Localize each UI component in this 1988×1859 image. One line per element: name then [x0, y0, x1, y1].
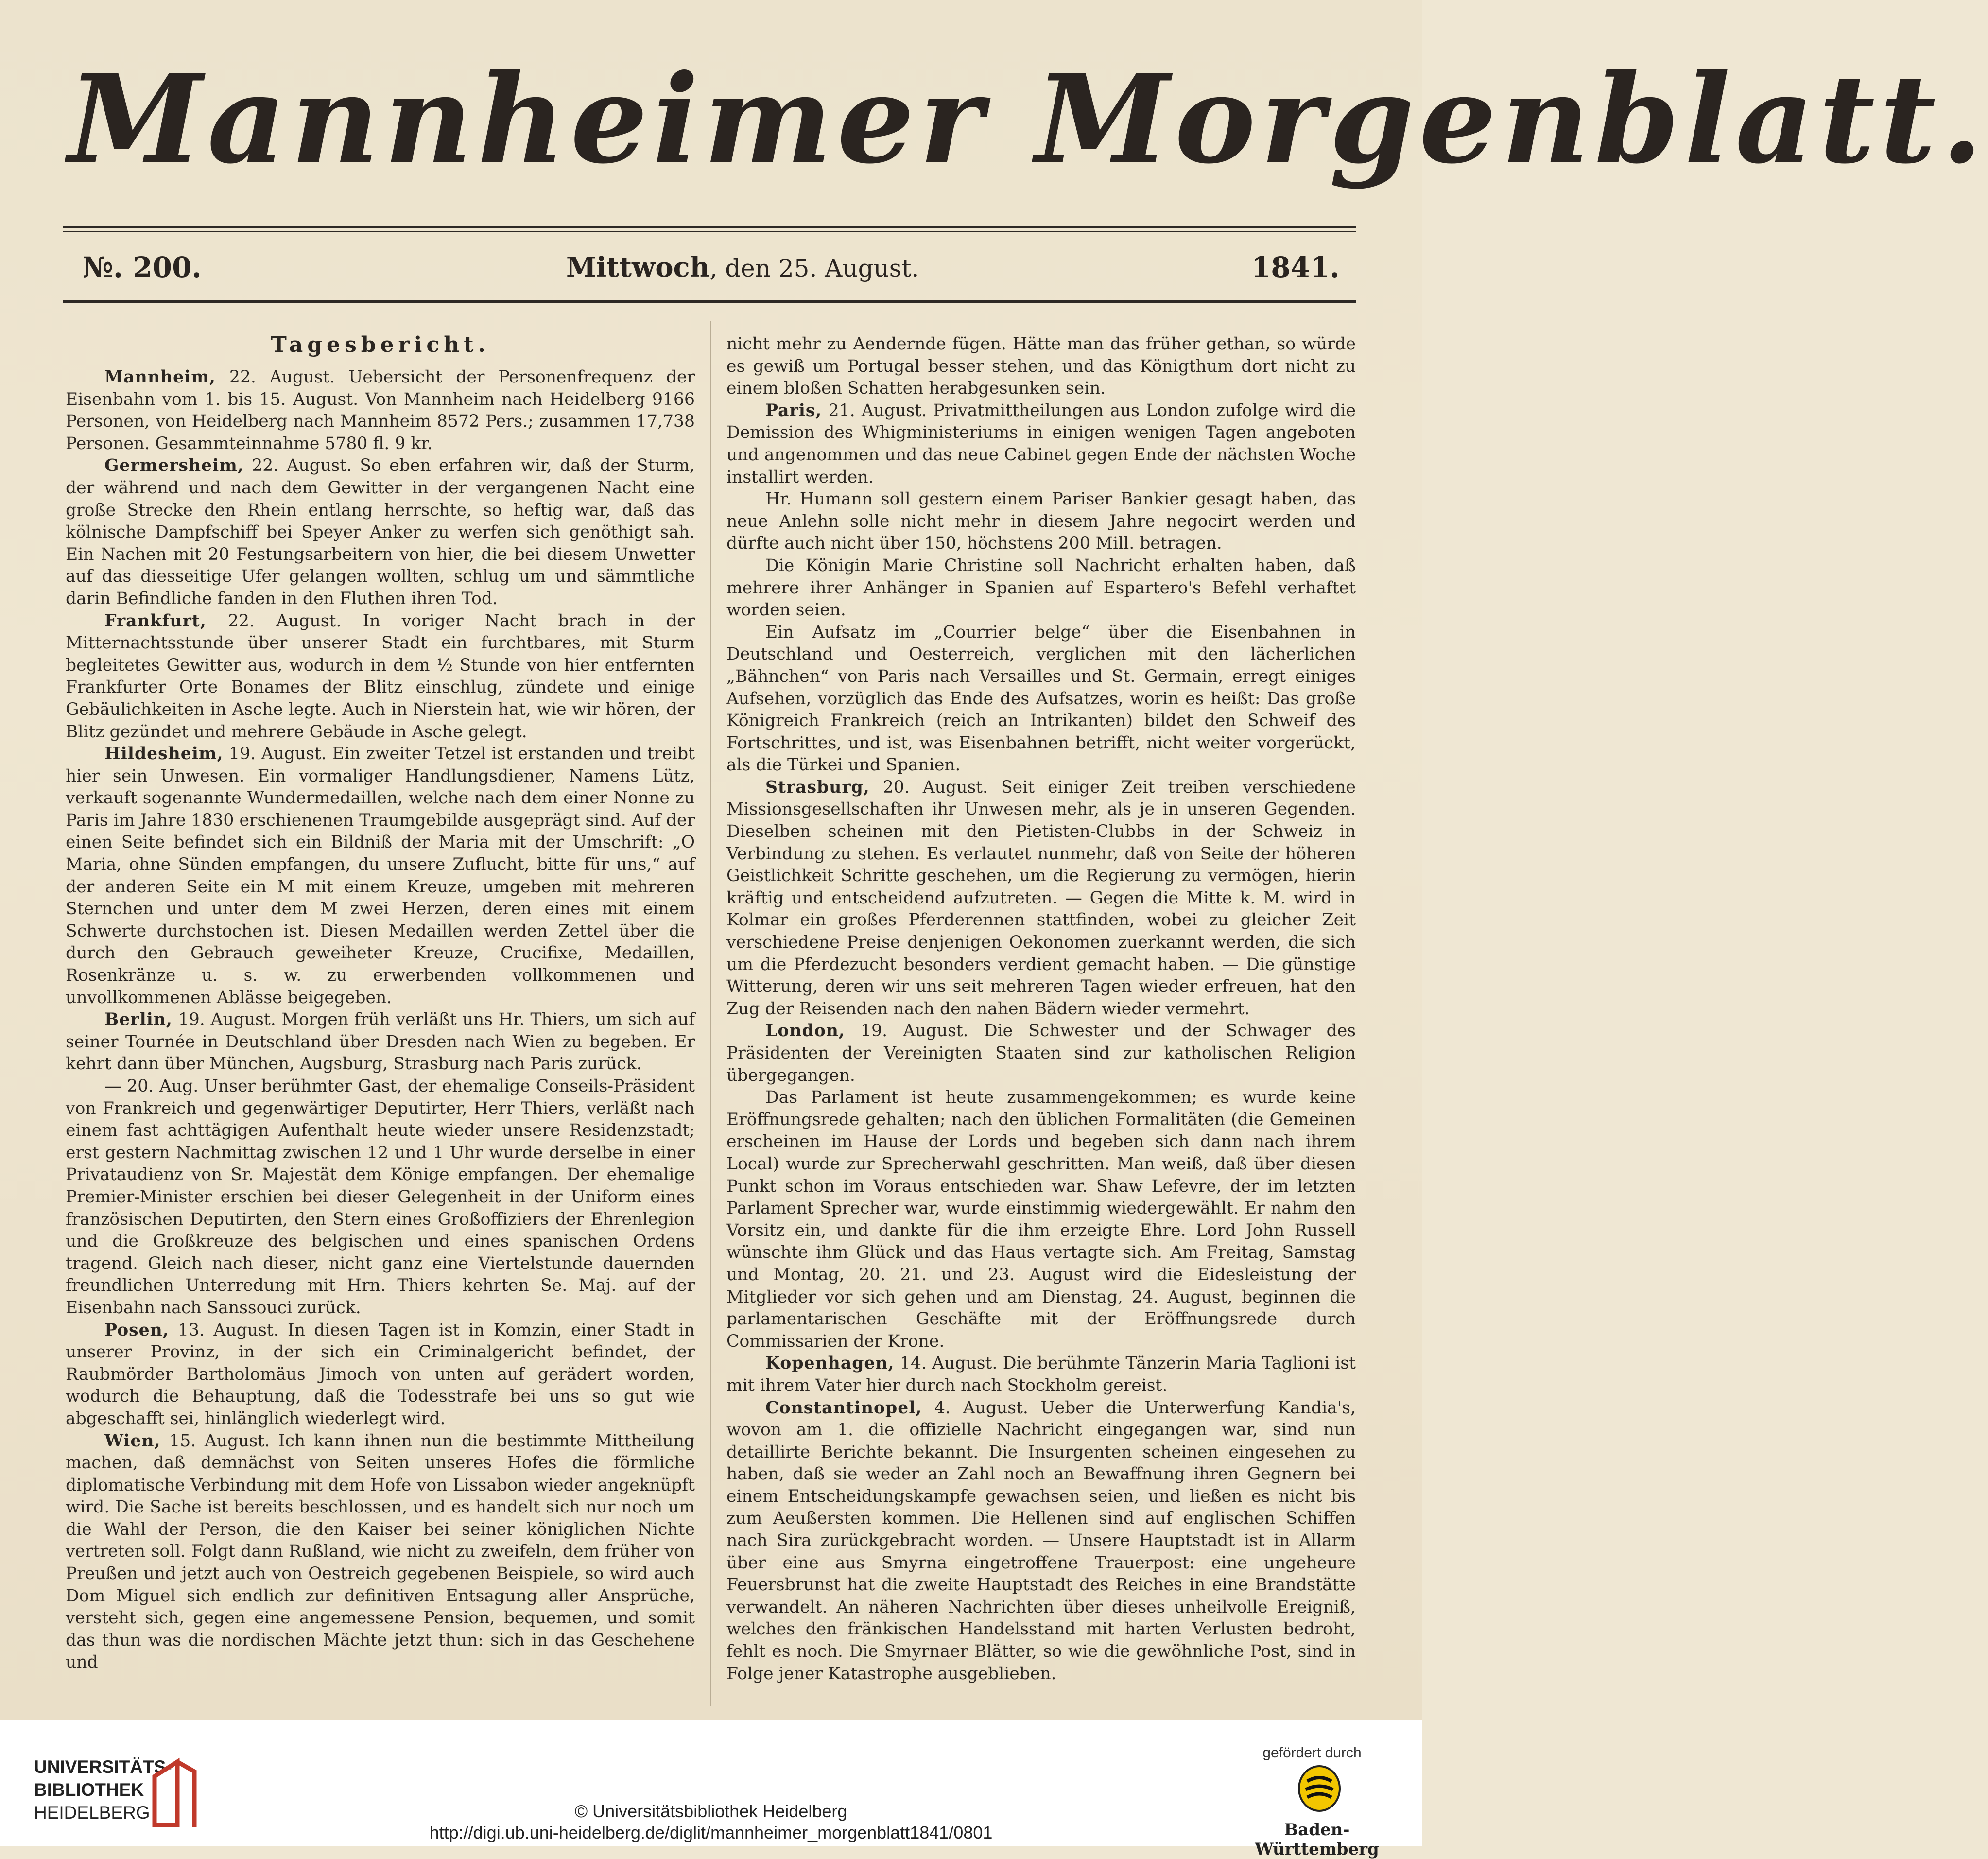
column-right [726, 333, 1356, 1685]
article-text: 19. August. Die Schwester und der Schwager des Präsidenten der Vereinigten Staaten sind zur katholischen Religion übergegangen. [726, 1021, 1356, 1085]
article-paragraph [66, 1430, 695, 1674]
article-dateline: Constantinopel, [765, 1398, 922, 1418]
dateline-rule [63, 300, 1356, 303]
article-paragraph [66, 1076, 695, 1320]
article-paragraph [726, 1397, 1356, 1685]
article-paragraph [726, 488, 1356, 555]
article-text: 13. August. In diesen Tagen ist in Komzin, einer Stadt in unserer Provinz, in der sich ein Criminalgericht befindet, der Raubmörder Bartholomäus Jimoch von unten auf gerädert worden, wodurch die Behauptung, daß die Todesstrafe bei uns so gut wie abgeschafft sei, hinlänglich wiederlegt wird. [66, 1320, 695, 1428]
article-text: 4. August. Ueber die Unterwerfung Kandia's, wovon am 1. die offizielle Nachricht eingegangen war, sind nun detaillirte Berichte bekannt. Die Insurgenten scheinen eingesehen zu haben, daß sie weder an Zahl noch an Bewaffnung ihren Gegnern bei einem Entscheidungskampfe gewachsen seien, und ließen es nicht bis zum Aeußersten kommen. Die Hellenen sind auf englischen Schiffen nach Sira zurückgebracht worden. — Unsere Hauptstadt ist in Allarm über eine aus Smyrna eingetroffene Trauerpost: eine ungeheure Feuersbrunst hat die zweite Hauptstadt des Reiches in eine Brandstätte verwandelt. An näheren Nachrichten über dieses unheilvolle Ereigniß, welches den fränkischen Handelsstand mit harten Verlusten bedroht, fehlt es noch. Die Smyrnaer Blätter, so wie die gewöhnliche Post, sind in Folge jener Katastrophe ausgeblieben. [726, 1398, 1356, 1684]
article-paragraph [66, 610, 695, 744]
article-text: Ein Aufsatz im „Courrier belge“ über die Eisenbahnen in Deutschland und Oesterreich, verglichen mit den lächerlichen „Bähnchen“ von Paris nach Versailles und St. Germain, erregt einiges Aufsehen, vorzüglich das Ende des Aufsatzes, worin es heißt: Das große Königreich Frankreich (reich an Intrikanten) bildet den Schweif des Fortschrittes, und ist, was Eisenbahnen betrifft, nicht weiter vorgerückt, als die Türkei und Spanien. [726, 622, 1356, 775]
library-logo-text[interactable] [34, 1755, 172, 1824]
article-paragraph [66, 366, 695, 455]
issue-date [566, 241, 919, 294]
article-text: 22. August. In voriger Nacht brach in der Mitternachtsstunde über unserer Stadt ein furchtbares, mit Sturm begleitetes Gewitter aus, wodurch in dem ½ Stunde von hier entfernten Frankfurter Orte Bonames der Blitz einschlug, zündete und einige Gebäulichkeiten in Asche legte. Auch in Nierstein hat, wie wir hören, der Blitz gezündet und mehrere Gebäude in Asche gelegt. [66, 611, 695, 742]
article-paragraph [726, 1353, 1356, 1397]
article-paragraph [726, 1087, 1356, 1353]
article-paragraph [66, 1320, 695, 1430]
library-logo-icon [151, 1757, 197, 1830]
masthead-rule [63, 226, 1356, 228]
article-paragraph [726, 777, 1356, 1021]
article-dateline: Wien, [104, 1431, 161, 1451]
funded-by-label: gefördert durch [1262, 1745, 1362, 1761]
article-paragraph [66, 1009, 695, 1076]
issue-weekday: Mittwoch [566, 251, 710, 283]
funder-name: Baden-Württemberg [1255, 1820, 1379, 1859]
article-dateline: Paris, [765, 400, 822, 420]
article-dateline: Posen, [104, 1320, 169, 1340]
article-dateline: Strasburg, [765, 777, 870, 797]
issue-number: №. 200. [83, 251, 202, 284]
article-text: Hr. Humann soll gestern einem Pariser Bankier gesagt haben, das neue Anlehn solle nicht mehr in diesem Jahre negocirt werden und dürfte auch nicht über 150, höchstens 200 Mill. betragen. [726, 489, 1356, 554]
footer-credits [340, 1801, 1082, 1843]
article-paragraph [726, 555, 1356, 622]
article-paragraph [726, 622, 1356, 777]
article-text: 20. August. Seit einiger Zeit treiben verschiedene Missionsgesellschaften ihr Unwesen mehr, als je in unseren Gegenden. Dieselben scheinen mit den Pietisten-Clubbs in der Schweiz in Verbindung zu stehen. Es verlautet nunmehr, daß von Seite der höheren Geistlichkeit Schritte geschehen, um die Regierung zu vermögen, hierin kräftig und entscheidend aufzutreten. — Gegen die Mitte k. M. wird in Kolmar ein großes Pferderennen stattfinden, wobei zu gleicher Zeit verschiedene Preise denjenigen Oekonomen zuerkannt werden, die sich um die Pferdezucht besonders verdient gemacht haben. — Die günstige Witterung, deren wir uns seit mehreren Tagen wieder erfreuen, hat den Zug der Reisenden nach den nahen Bädern wieder vermehrt. [726, 777, 1356, 1019]
masthead-rule-thin [63, 231, 1356, 232]
article-text: 15. August. Ich kann ihnen nun die bestimmte Mittheilung machen, daß demnächst von Seiten unseres Hofes die förmliche diplomatische Verbindung mit dem Hofe von Lissabon wieder angeknüpft wird. Die Sache ist bereits beschlossen, und es handelt sich nur noch um die Wahl der Person, die den Kaiser bei seiner königlichen Nichte vertreten soll. Folgt dann Rußland, wie nicht zu zweifeln, dem früher von Preußen und jetzt auch von Oestreich gegebenen Beispiele, so wird auch Dom Miguel sich endlich zur definitiven Entsagung aller Ansprüche, versteht sich, gegen eine angemessene Pension, bequemen, und somit das thun was die nordischen Mächte jetzt thun: sich in das Geschehene und [66, 1431, 695, 1672]
article-text: nicht mehr zu Aendernde fügen. Hätte man das früher gethan, so würde es gewiß um Portugal besser stehen, und das Königthum dort nicht zu einem bloßen Schatten herabgesunken sein. [726, 334, 1356, 399]
article-text: 22. August. Uebersicht der Personenfrequenz der Eisenbahn vom 1. bis 15. August. Von Mannheim nach Heidelberg 9166 Personen, von Heidelberg nach Mannheim 8572 Pers.; zusammen 17,738 Personen. Gesammteinnahme 5780 fl. 9 kr. [66, 367, 695, 453]
article-dateline: Frankfurt, [104, 611, 207, 631]
section-title: Tagesbericht. [271, 332, 490, 357]
logo-line-3: HEIDELBERG [34, 1803, 150, 1823]
masthead-title: Mannheimer Morgenblatt. [68, 48, 1988, 191]
article-text: Die Königin Marie Christine soll Nachricht erhalten haben, daß mehrere ihrer Anhänger in Spanien auf Espartero's Befehl verhaftet worden seien. [726, 556, 1356, 620]
issue-date-text: , den 25. August. [709, 254, 919, 282]
article-paragraph [726, 400, 1356, 488]
article-dateline: London, [765, 1021, 845, 1041]
article-dateline: Kopenhagen, [765, 1354, 895, 1373]
copyright-text: © Universitätsbibliothek Heidelberg [574, 1801, 847, 1821]
column-divider [710, 321, 711, 1706]
article-text: 19. August. Ein zweiter Tetzel ist erstanden und treibt hier sein Unwesen. Ein vormaliger Handlungsdiener, Namens Lütz, verkauft sogenannte Wundermedaillen, welche nach dem einer Nonne zu Paris im Jahre 1830 erschienenen Traumgebilde ausgeprägt sind. Auf der einen Seite befindet sich ein Bildniß der Maria mit der Umschrift: „O Maria, ohne Sünden empfangen, du unsere Zuflucht, bitte für uns,“ auf der anderen Seite ein M mit einem Kreuze, umgeben mit mehreren Sternchen und unter dem M zwei Herzen, deren eines mit einem Schwerte durchstochen ist. Diesen Medaillen werden Zettel über die durch den Gebrauch geweiheter Kreuze, Crucifixe, Medaillen, Rosenkränze u. s. w. zu erwerbenden vollkommenen und unvollkommenen Ablässe beigegeben. [66, 744, 695, 1008]
logo-line-2: BIBLIOTHEK [34, 1780, 144, 1800]
article-paragraph [66, 455, 695, 610]
article-text: 22. August. So eben erfahren wir, daß der Sturm, der während und nach dem Gewitter in der vergangenen Nacht eine große Strecke den Rhein entlang herrschte, so heftig war, daß das kölnische Dampfschiff bei Speyer Anker zu werfen sich genöthigt sah. Ein Nachen mit 20 Festungsarbeitern von hier, die bei diesem Unwetter auf das diesseitige Ufer gelangen wollten, schlug um und sämmtliche darin Befindliche fanden in den Fluthen ihren Tod. [66, 456, 695, 608]
logo-line-1: UNIVERSITÄTS- [34, 1757, 172, 1777]
article-dateline: Hildesheim, [104, 744, 224, 764]
article-text: Das Parlament ist heute zusammengekommen; es wurde keine Eröffnungsrede gehalten; nach den üblichen Formalitäten (die Gemeinen erscheinen im Hause der Lords und begeben sich dann nach ihrem Local) wurde zur Sprecherwahl geschritten. Man weiß, daß über diesen Punkt schon im Voraus entschieden war. Shaw Lefevre, der im letzten Parlament Sprecher war, wurde einstimmig wiedergewählt. Er nahm den Vorsitz ein, und dankte für die ihm erzeigte Ehre. Lord John Russell wünschte ihm Glück und das Haus vertagte sich. Am Freitag, Samstag und Montag, 20. 21. und 23. August wird die Eidesleistung der Mitglieder vor sich gehen und am Dienstag, 24. August, beginnen die parlamentarischen Geschäfte mit der Eröffnungsrede durch Commissarien der Krone. [726, 1088, 1356, 1351]
permalink-url[interactable]: http://digi.ub.uni-heidelberg.de/diglit/mannheimer_morgenblatt1841/0801 [429, 1823, 993, 1842]
article-text: 21. August. Privatmittheilungen aus London zufolge wird die Demission des Whigministeriums in einigen wenigen Tagen angeboten und angenommen und das neue Cabinet gegen Ende der nächsten Woche installirt werden. [726, 400, 1356, 487]
article-dateline: Germersheim, [104, 456, 244, 476]
issue-year: 1841. [1251, 251, 1340, 284]
coat-of-arms-icon [1295, 1764, 1344, 1813]
article-paragraph [726, 333, 1356, 400]
article-text: 14. August. Die berühmte Tänzerin Maria Taglioni ist mit ihrem Vater hier durch nach Stockholm gereist. [726, 1354, 1356, 1395]
article-dateline: Berlin, [104, 1010, 173, 1030]
article-paragraph [726, 1020, 1356, 1087]
article-text: 19. August. Morgen früh verläßt uns Hr. Thiers, um sich auf seiner Tournée in Deutschland über Dresden nach Wien zu begeben. Er kehrt dann über München, Augsburg, Strasburg nach Paris zurück. [66, 1010, 695, 1074]
article-text: — 20. Aug. Unser berühmter Gast, der ehemalige Conseils-Präsident von Frankreich und gegenwärtiger Deputirter, Herr Thiers, verläßt nach einem fast achttägigen Aufenthalt heute wieder unsere Residenzstadt; erst gestern Nachmittag zwischen 12 und 1 Uhr wurde derselbe in einer Privataudienz von Sr. Majestät dem Könige empfangen. Der ehemalige Premier-Minister erschien bei dieser Gelegenheit in der Uniform eines französischen Deputirten, den Stern eines Großoffiziers der Ehrenlegion und die Großkreuze des belgischen und eines spanischen Ordens tragend. Gleich nach dieser, nicht ganz eine Viertelstunde dauernden freundlichen Unterredung mit Hrn. Thiers kehrten Se. Maj. auf der Eisenbahn nach Sanssouci zurück. [66, 1077, 695, 1318]
article-paragraph [66, 743, 695, 1009]
column-left [66, 330, 695, 1674]
article-dateline: Mannheim, [104, 367, 216, 387]
